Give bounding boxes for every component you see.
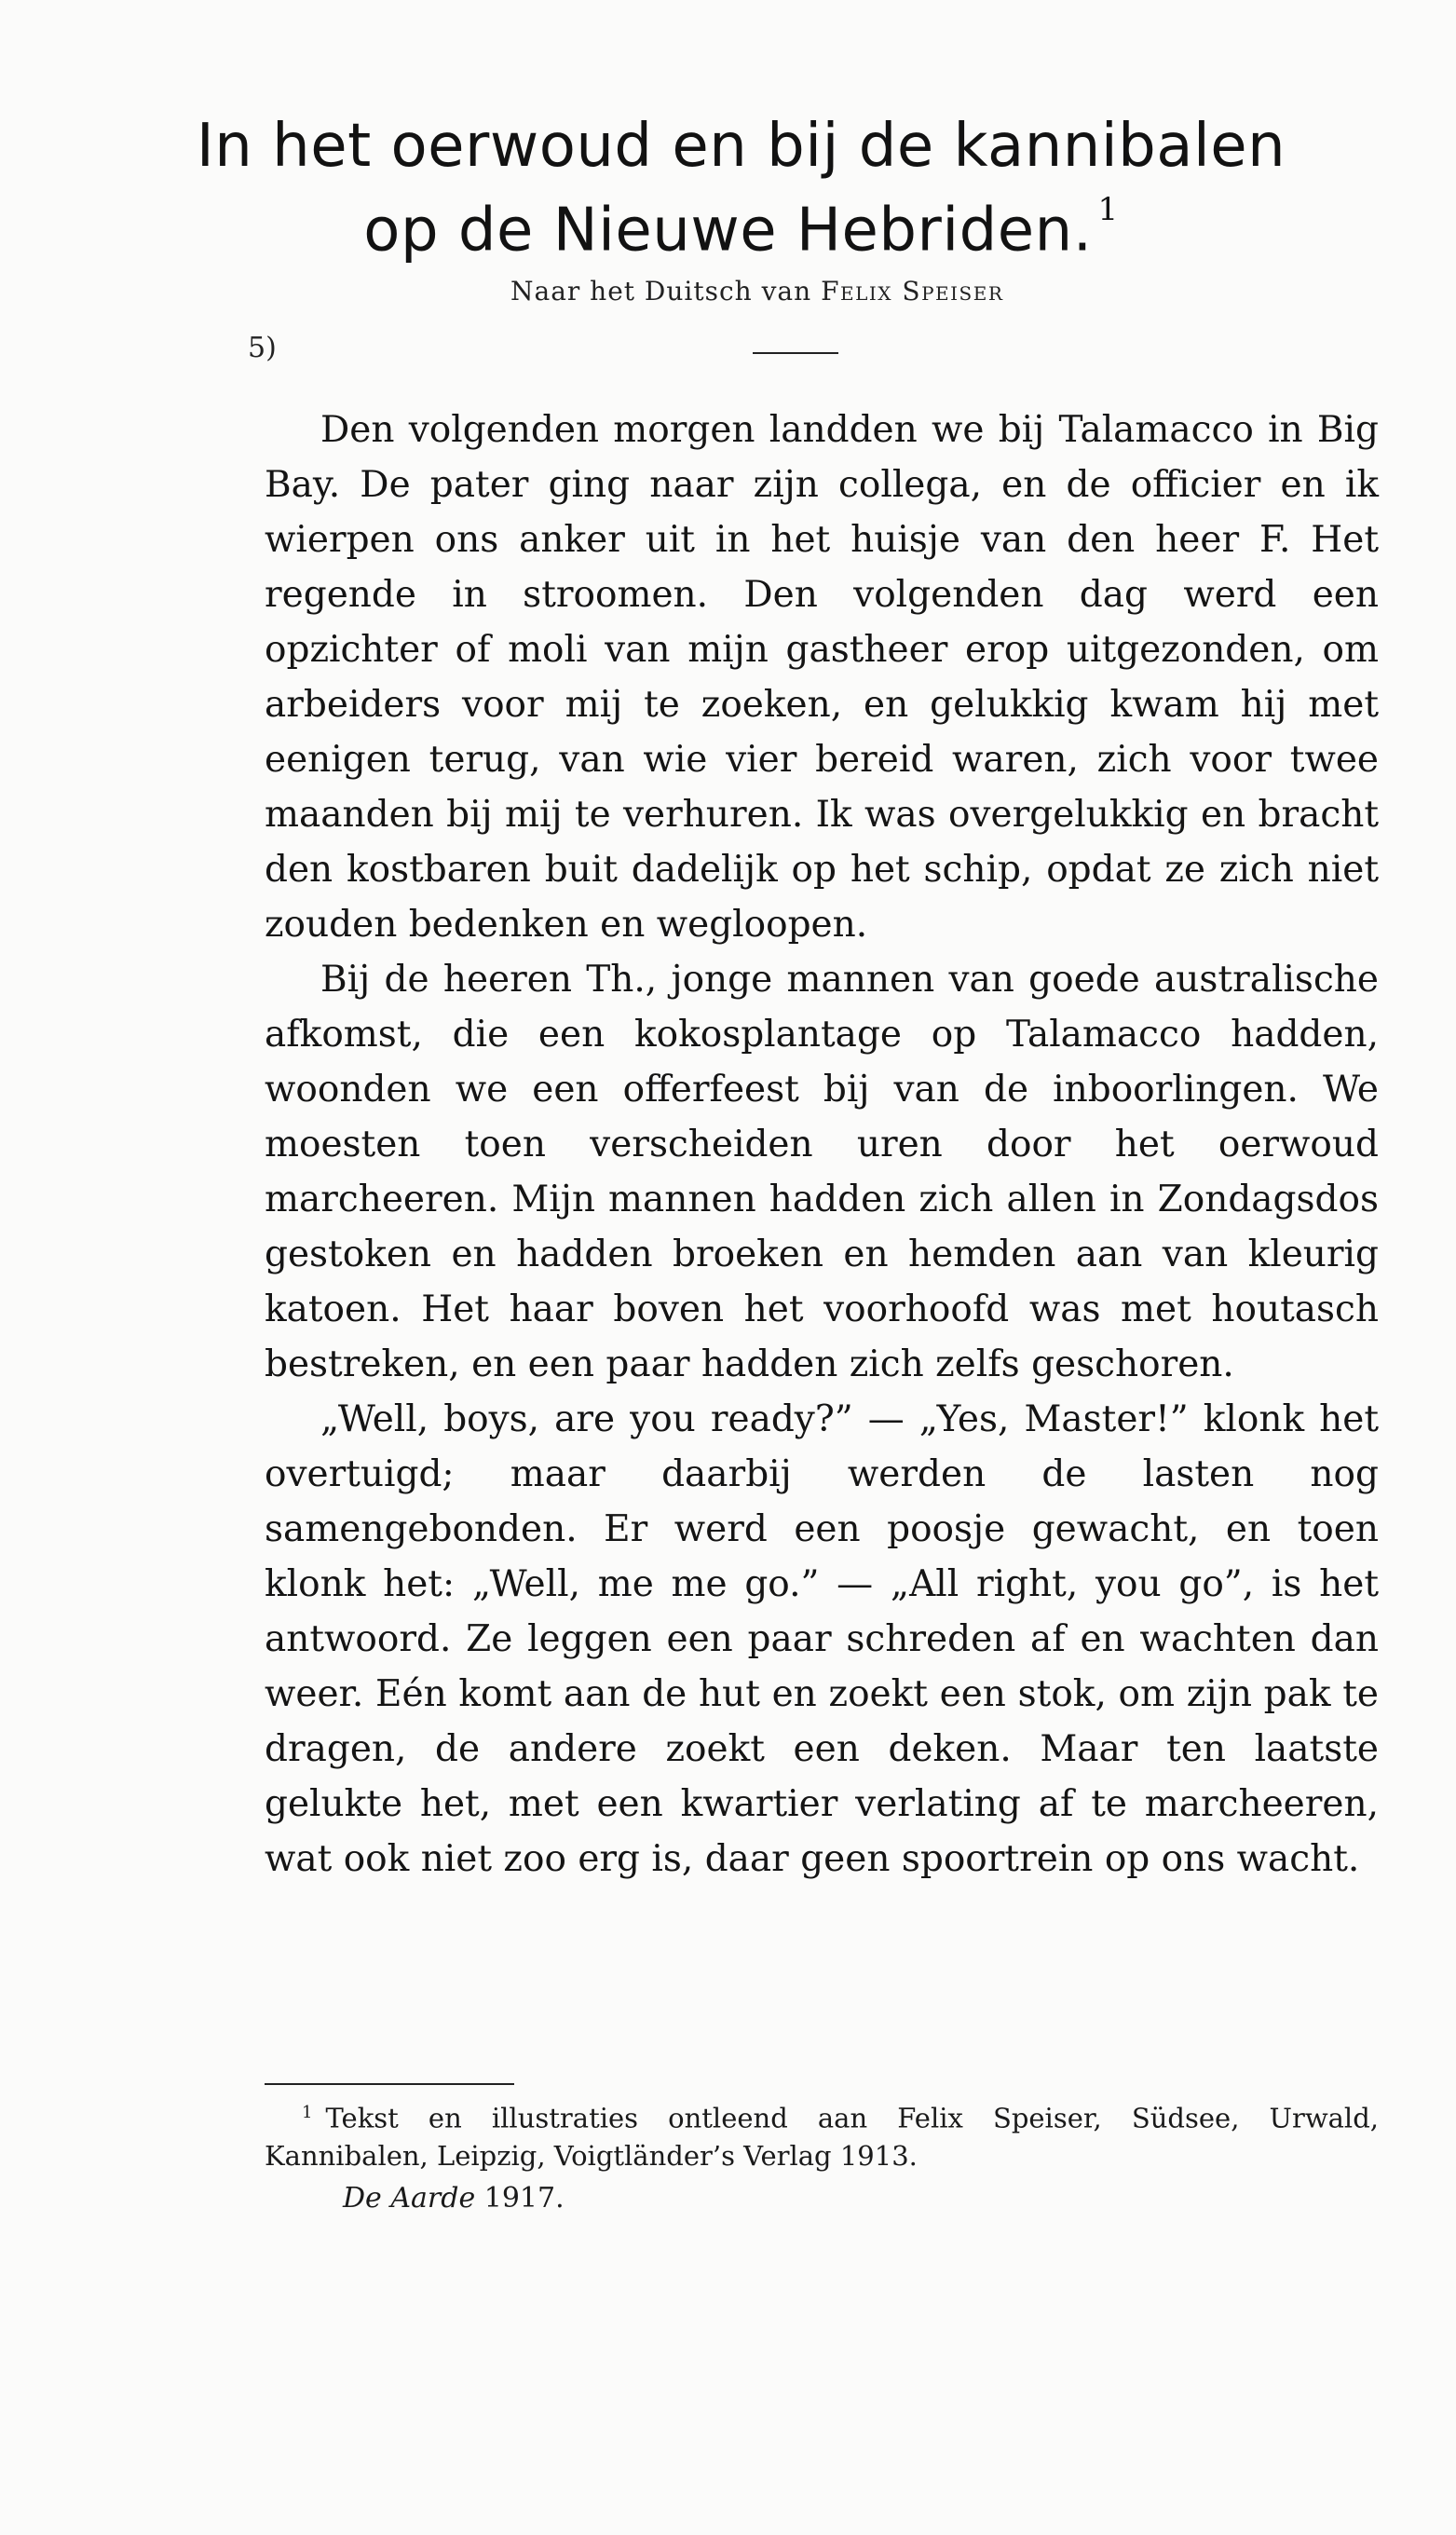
footnote-mark: 1	[302, 2103, 313, 2122]
article-title-line-2	[13, 183, 1456, 266]
article-title-line-1: In het oerwoud en bij de kannibalen	[196, 112, 1286, 181]
journal-name: De Aarde	[343, 2182, 476, 2215]
paragraph-2: Bij de heeren Th., jonge mannen van goede australische afkomst, die een kokosplantage op Talamacco hadden, woonden we een offerfeest bij van de inboorlingen. We moesten toen verscheiden uren door het oerwoud marcheeren. Mijn mannen hadden zich allen in Zondagsdos gestoken en hadden broeken en hemden aan van kleurig katoen. Het haar boven het voorhoofd was met houtasch bestreken, en een paar hadden zich zelfs geschoren.	[265, 959, 1379, 1385]
footnote-text: Tekst en illustraties ontleend aan Felix Speiser, Südsee, Urwald, Kannibalen, Leipzig, Voigtländer’s Verlag 1913.	[265, 2102, 1379, 2172]
journal-reference	[343, 2182, 565, 2215]
article-body	[265, 402, 1379, 1887]
article-title-line-2-text: op de Nieuwe Hebriden.	[363, 196, 1093, 266]
footnote	[265, 2094, 1379, 2174]
byline-prefix: Naar het Duitsch van	[510, 276, 812, 307]
page-mark: 5)	[248, 332, 277, 364]
byline-author: Felix Speiser	[821, 276, 1004, 307]
paragraph-1: Den volgenden morgen landden we bij Talamacco in Big Bay. De pater ging naar zijn collega, en de officier en ik wierpen ons anker uit in het huisje van den heer F. Het regende in stroomen. Den volgenden dag werd een opzichter of moli van mijn gastheer erop uitgezonden, om arbeiders voor mij te zoeken, en gelukkig kwam hij met eenigen terug, van wie vier bereid waren, zich voor twee maanden bij mij te verhuren. Ik was overgelukkig en bracht den kostbaren buit dadelijk op het schip, opdat ze zich niet zouden bedenken en wegloopen.	[265, 409, 1379, 946]
byline	[510, 276, 1003, 307]
title-separator	[753, 352, 838, 354]
journal-year: 1917.	[483, 2182, 565, 2215]
footnote-rule	[265, 2083, 514, 2085]
title-footnote-ref: 1	[1097, 191, 1119, 228]
paragraph-3: „Well, boys, are you ready?” — „Yes, Master!” klonk het overtuigd; maar daarbij werden de lasten nog samengebonden. Er werd een poosje gewacht, en toen klonk het: „Well, me me go.” — „All right, you go”, is het antwoord. Ze leggen een paar schreden af en wachten dan weer. Eén komt aan de hut en zoekt een stok, om zijn pak te dragen, de andere zoekt een deken. Maar ten laatste gelukte het, met een kwartier verlating af te marcheeren, wat ook niet zoo erg is, daar geen spoortrein op ons wacht.	[265, 1398, 1379, 1880]
